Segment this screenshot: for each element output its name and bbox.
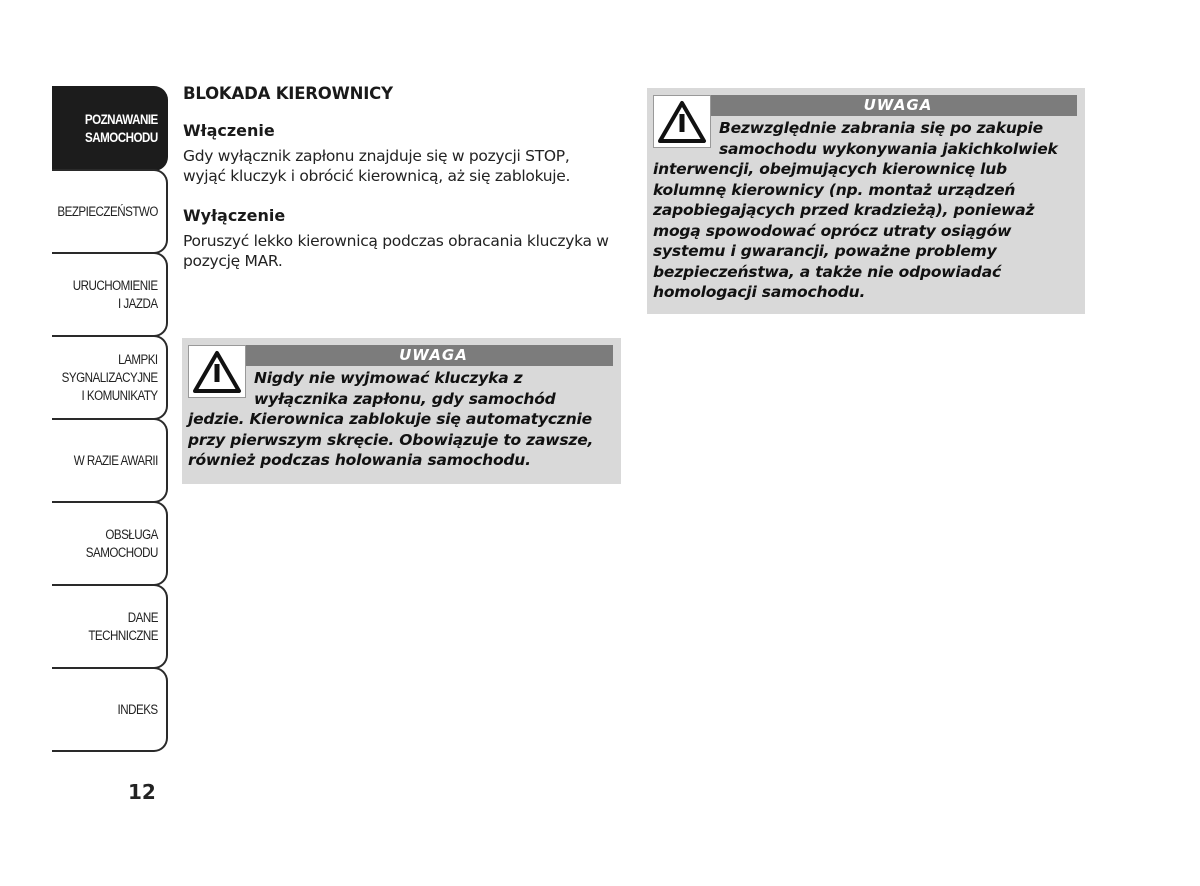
warning-triangle-icon [188, 345, 246, 398]
warning-text: Bezwzględnie zabrania się po zakupie samochodu wykonywania jakichkolwiek interwencji, obejmujących kierownicę lub kolumnę kierownicy (np. montaż urządzeń zapobiegających przed kradzieżą), ponieważ mogą spowodować oprócz utraty osiągów systemu i gwarancji, poważne problemy bezpieczeństwa, a także nie odpowiadać homologacji samochodu. [653, 119, 1058, 301]
tab-bezpieczenstwo[interactable] [52, 169, 168, 254]
tab-label: DANE TECHNICZNE [88, 609, 158, 643]
warning-box-modifications [647, 88, 1085, 314]
warning-triangle-icon [653, 95, 711, 148]
tab-lampki-sygnalizacyjne[interactable] [52, 335, 168, 420]
tab-obsluga-samochodu[interactable] [52, 501, 168, 586]
tab-uruchomienie-i-jazda[interactable] [52, 252, 168, 337]
tab-label: POZNAWANIE SAMOCHODU [85, 111, 158, 145]
tab-label: URUCHOMIENIE I JAZDA [73, 277, 158, 311]
tab-dane-techniczne[interactable] [52, 584, 168, 669]
tab-label: BEZPIECZEŃSTWO [57, 203, 158, 219]
tab-w-razie-awarii[interactable] [52, 418, 168, 503]
tab-label: LAMPKI SYGNALIZACYJNE I KOMUNIKATY [61, 351, 158, 403]
tab-indeks[interactable] [52, 667, 168, 752]
warning-text: Nigdy nie wyjmować kluczyka z wyłącznika zapłonu, gdy samochód jedzie. Kierownica zablokuje się automatycznie przy pierwszym skręcie. Obowiązuje to zawsze, również podczas holowania samochodu. [188, 369, 594, 469]
tab-label: OBSŁUGA SAMOCHODU [85, 526, 158, 560]
warning-box-key [182, 338, 621, 484]
warning-title: UWAGA [188, 345, 613, 366]
main-content [183, 84, 613, 291]
paragraph-wylaczenie: Poruszyć lekko kierownicą podczas obracania kluczyka w pozycję MAR. [183, 232, 609, 270]
paragraph-wlaczenie: Gdy wyłącznik zapłonu znajduje się w pozycji STOP, wyjąć kluczyk i obrócić kierownicą, aż się zablokuje. [183, 147, 571, 185]
chapter-tabs [52, 88, 168, 752]
warning-title: UWAGA [653, 95, 1077, 116]
page-number: 12 [128, 780, 156, 804]
subheading-wlaczenie: Włączenie [183, 121, 275, 140]
tab-poznawanie-samochodu[interactable] [52, 86, 168, 171]
subheading-wylaczenie: Wyłączenie [183, 206, 286, 225]
tab-label: W RAZIE AWARII [73, 452, 158, 468]
tab-label: INDEKS [117, 701, 158, 717]
section-heading: BLOKADA KIEROWNICY [183, 84, 393, 103]
